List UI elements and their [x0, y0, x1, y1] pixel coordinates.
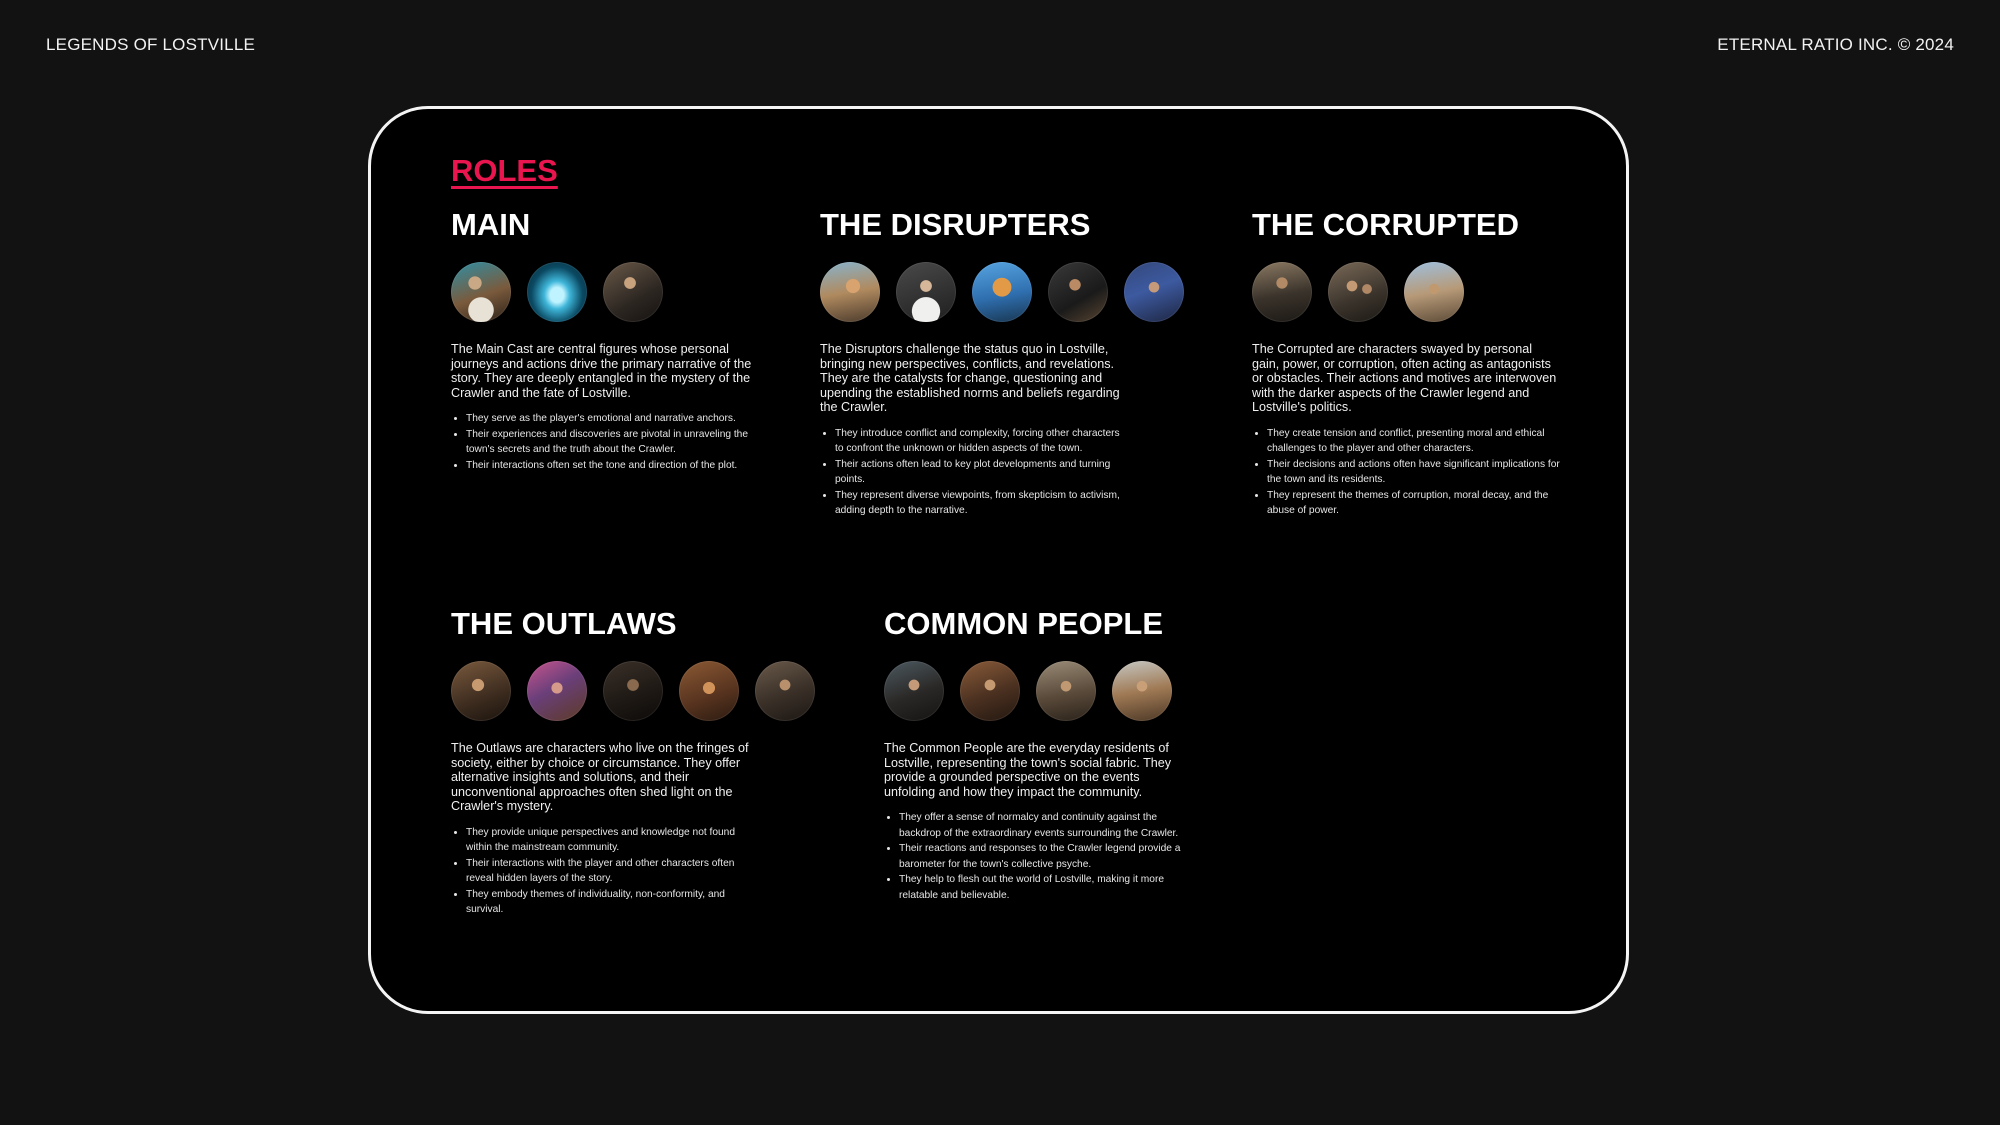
avatar-row: [451, 262, 756, 322]
bullet-item: • Their reactions and responses to the Crawler legend provide a barometer for the town's collective psyche.: [899, 841, 1194, 872]
avatar-portrait-icon: [1252, 262, 1312, 322]
brand-title: LEGENDS OF LOSTVILLE: [46, 35, 256, 54]
group-description: The Common People are the everyday residents of Lostville, representing the town's social fabric. They provide a grounded perspective on the events unfolding and how they impact the community.: [884, 741, 1172, 799]
avatar-portrait-icon: [1404, 262, 1464, 322]
role-group-common-people: [884, 606, 1194, 904]
avatar-portrait-icon: [1036, 661, 1096, 721]
roles-panel: [368, 106, 1629, 1014]
bullet-list: [884, 810, 1194, 904]
bullet-item: • They offer a sense of normalcy and continuity against the backdrop of the extraordinary events surrounding the Crawler.: [899, 810, 1194, 841]
group-title: COMMON PEOPLE: [884, 606, 1164, 641]
bullet-item: • They embody themes of individuality, non-conformity, and survival.: [466, 887, 756, 918]
group-description: The Outlaws are characters who live on the fringes of society, either by choice or circumstance. They offer alternative insights and solutions, and their unconventional approaches often shed light on the Crawler's mystery.: [451, 741, 749, 813]
bullet-item: • Their decisions and actions often have significant implications for the town and its residents.: [1267, 457, 1562, 488]
group-description: The Corrupted are characters swayed by personal gain, power, or corruption, often acting as antagonists or obstacles. Their actions and motives are interwoven with the darker aspects of the Crawler legend and Lostville's politics.: [1252, 342, 1557, 414]
avatar-portrait-icon: [972, 262, 1032, 322]
bullet-list: [451, 411, 756, 473]
bullet-list: [451, 825, 756, 919]
group-title: THE DISRUPTERS: [820, 207, 1091, 242]
role-group-disrupters: [820, 207, 1130, 519]
bullet-item: • They represent the themes of corruption, moral decay, and the abuse of power.: [1267, 488, 1562, 519]
group-description: The Disruptors challenge the status quo in Lostville, bringing new perspectives, conflicts, and revelations. They are the catalysts for change, questioning and upending the established norms and beliefs regarding the Crawler.: [820, 342, 1120, 414]
avatar-row: [884, 661, 1194, 721]
role-group-main: [451, 207, 756, 473]
bullet-item: • They represent diverse viewpoints, from skepticism to activism, adding depth to the narrative.: [835, 488, 1130, 519]
avatar-portrait-icon: [820, 262, 880, 322]
avatar-row: [1252, 262, 1562, 322]
bullet-item: • Their interactions often set the tone and direction of the plot.: [466, 458, 756, 474]
bullet-item: • They create tension and conflict, presenting moral and ethical challenges to the player and other characters.: [1267, 426, 1562, 457]
group-description: The Main Cast are central figures whose personal journeys and actions drive the primary narrative of the story. They are deeply entangled in the mystery of the Crawler and the fate of Lostville.: [451, 342, 752, 400]
group-title: THE CORRUPTED: [1252, 207, 1519, 242]
bullet-item: • They help to flesh out the world of Lostville, making it more relatable and believable.: [899, 872, 1194, 903]
avatar-portrait-icon: [527, 262, 587, 322]
avatar-portrait-icon: [1124, 262, 1184, 322]
section-title: ROLES: [451, 153, 558, 188]
avatar-portrait-icon: [896, 262, 956, 322]
role-group-outlaws: [451, 606, 756, 918]
avatar-row: [451, 661, 756, 721]
avatar-portrait-icon: [603, 262, 663, 322]
bullet-list: [820, 426, 1130, 520]
avatar-portrait-icon: [884, 661, 944, 721]
bullet-item: • Their actions often lead to key plot developments and turning points.: [835, 457, 1130, 488]
bullet-item: • Their interactions with the player and other characters often reveal hidden layers of the story.: [466, 856, 756, 887]
avatar-portrait-icon: [451, 262, 511, 322]
avatar-portrait-icon: [1328, 262, 1388, 322]
role-group-corrupted: [1252, 207, 1562, 519]
group-title: MAIN: [451, 207, 531, 242]
bullet-item: • They serve as the player's emotional and narrative anchors.: [466, 411, 756, 427]
bullet-item: • They introduce conflict and complexity, forcing other characters to confront the unknown or hidden aspects of the town.: [835, 426, 1130, 457]
copyright-text: ETERNAL RATIO INC. © 2024: [1717, 35, 1954, 54]
avatar-portrait-icon: [1112, 661, 1172, 721]
avatar-portrait-icon: [603, 661, 663, 721]
avatar-portrait-icon: [960, 661, 1020, 721]
avatar-row: [820, 262, 1130, 322]
bullet-item: • Their experiences and discoveries are pivotal in unraveling the town's secrets and the truth about the Crawler.: [466, 427, 756, 458]
bullet-item: • They provide unique perspectives and knowledge not found within the mainstream community.: [466, 825, 756, 856]
group-title: THE OUTLAWS: [451, 606, 677, 641]
avatar-portrait-icon: [1048, 262, 1108, 322]
bullet-list: [1252, 426, 1562, 520]
avatar-portrait-icon: [679, 661, 739, 721]
avatar-portrait-icon: [527, 661, 587, 721]
avatar-portrait-icon: [451, 661, 511, 721]
avatar-portrait-icon: [755, 661, 815, 721]
